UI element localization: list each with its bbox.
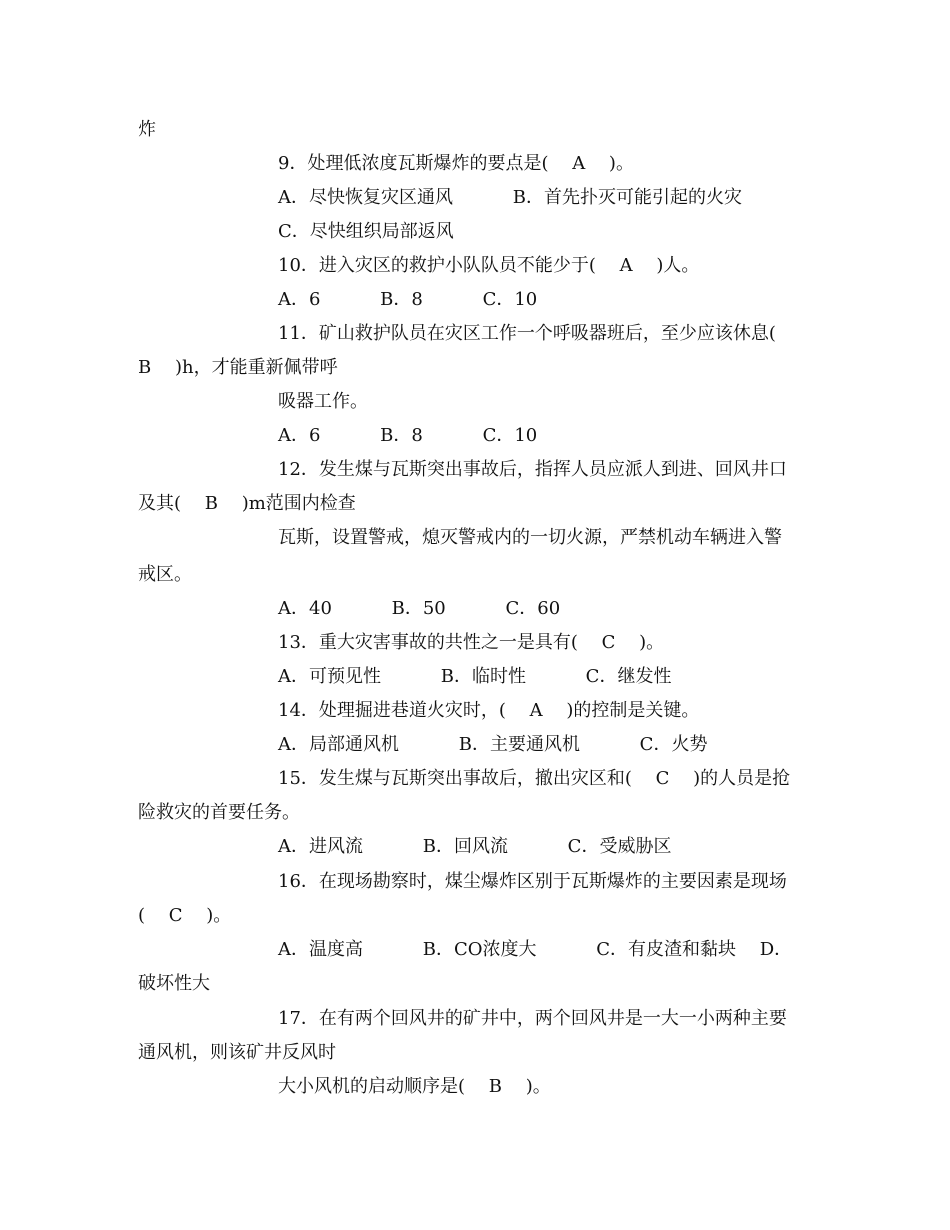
question-16-cont: ( C )。 xyxy=(138,905,232,926)
question-12-cont: 及其( B )m范围内检查 xyxy=(138,493,356,514)
question-17-cont-2: 大小风机的启动顺序是( B )。 xyxy=(278,1076,551,1097)
question-9: 9．处理低浓度瓦斯爆炸的要点是( A )。 xyxy=(278,153,634,174)
question-12: 12．发生煤与瓦斯突出事故后，指挥人员应派人到进、回风井口 xyxy=(278,459,787,480)
question-11-cont: B )h，才能重新佩带呼 xyxy=(138,357,338,378)
options-14: A．局部通风机 B．主要通风机 C．火势 xyxy=(278,734,708,755)
question-15: 15．发生煤与瓦斯突出事故后，撤出灾区和( C )的人员是抢 xyxy=(278,768,791,789)
question-17-cont: 通风机，则该矿井反风时 xyxy=(138,1042,336,1063)
options-15: A．进风流 B．回风流 C．受威胁区 xyxy=(278,836,672,857)
question-16: 16．在现场勘察时，煤尘爆炸区别于瓦斯爆炸的主要因素是现场 xyxy=(278,871,787,892)
question-10: 10．进入灾区的救护小队队员不能少于( A )人。 xyxy=(278,255,700,276)
question-13: 13．重大灾害事故的共性之一是具有( C )。 xyxy=(278,632,665,653)
question-12-cont-3: 戒区。 xyxy=(138,564,192,585)
question-15-cont: 险救灾的首要任务。 xyxy=(138,802,300,823)
question-12-cont-2: 瓦斯，设置警戒，熄灭警戒内的一切火源，严禁机动车辆进入警 xyxy=(278,527,782,548)
options-16-cont: 破坏性大 xyxy=(138,973,210,994)
options-12: A．40 B．50 C．60 xyxy=(278,598,561,619)
options-16: A．温度高 B．CO浓度大 C．有皮渣和黏块 D． xyxy=(278,939,793,960)
options-13: A．可预见性 B．临时性 C．继发性 xyxy=(278,666,672,687)
question-14: 14．处理掘进巷道火灾时，( A )的控制是关键。 xyxy=(278,700,700,721)
question-11: 11．矿山救护队员在灾区工作一个呼吸器班后，至少应该休息( xyxy=(278,323,776,344)
text-line: 炸 xyxy=(138,119,156,140)
options-10: A．6 B．8 C．10 xyxy=(278,289,538,310)
options-9-ab: A．尽快恢复灾区通风 B．首先扑灭可能引起的火灾 xyxy=(278,187,742,208)
options-9-c: C．尽快组织局部返风 xyxy=(278,221,454,242)
question-11-cont-2: 吸器工作。 xyxy=(278,391,368,412)
question-17: 17．在有两个回风井的矿井中，两个回风井是一大一小两种主要 xyxy=(278,1008,787,1029)
options-11: A．6 B．8 C．10 xyxy=(278,425,538,446)
